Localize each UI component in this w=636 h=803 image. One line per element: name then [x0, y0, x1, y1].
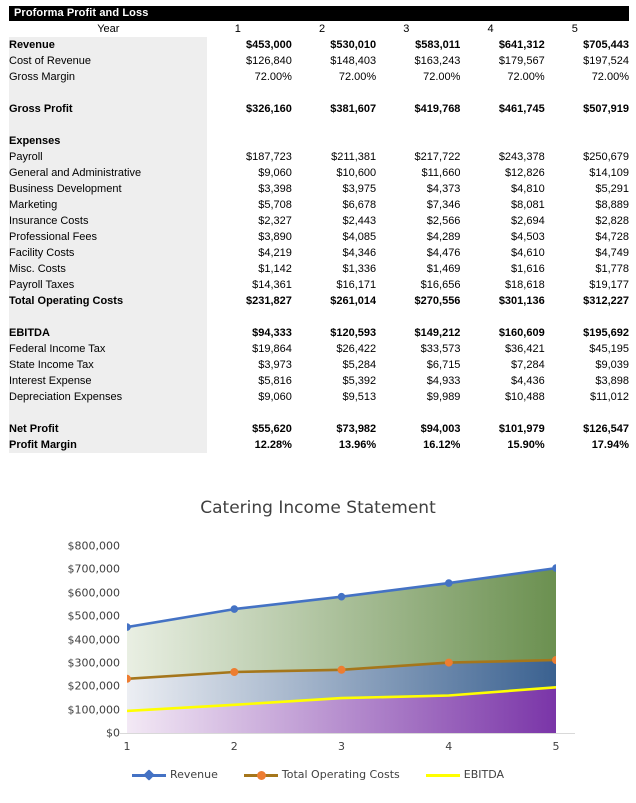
row-label: Misc. Costs [9, 263, 66, 275]
x-axis-tick-label: 1 [123, 740, 131, 753]
row-value: 72.00% [507, 71, 545, 83]
row-label: Gross Profit [9, 103, 73, 115]
row-value: $270,556 [414, 295, 461, 307]
row-value [545, 117, 629, 133]
row-value [376, 133, 460, 149]
series-marker [230, 668, 238, 676]
row-value: $301,136 [498, 295, 545, 307]
row-value: $16,171 [336, 279, 377, 291]
table-row [9, 229, 629, 245]
row-label: State Income Tax [9, 359, 94, 371]
row-value [545, 405, 629, 421]
table-row [9, 389, 629, 405]
row-value: $217,722 [414, 151, 461, 163]
row-value: $10,488 [504, 391, 545, 403]
x-axis-tick-label: 2 [230, 740, 238, 753]
table-row [9, 149, 629, 165]
row-value: $4,436 [511, 375, 545, 387]
row-value: $4,933 [426, 375, 461, 387]
x-axis-tick-label: 5 [552, 740, 560, 753]
table-row [9, 261, 629, 277]
row-value [292, 85, 376, 101]
row-value: $3,975 [342, 183, 377, 195]
row-value: $3,890 [258, 231, 292, 243]
row-value: $312,227 [583, 295, 629, 307]
row-value: $4,810 [511, 183, 545, 195]
row-label [9, 85, 208, 101]
table-row [9, 181, 629, 197]
row-value: $4,346 [342, 247, 377, 259]
table-row [9, 245, 629, 261]
row-value: $705,443 [583, 39, 629, 51]
legend-item[interactable] [132, 768, 218, 781]
table-row [9, 37, 629, 53]
row-value: $2,566 [426, 215, 461, 227]
row-value [376, 309, 460, 325]
row-label: Federal Income Tax [9, 343, 106, 355]
row-value: $4,219 [258, 247, 292, 259]
table-row [9, 293, 629, 309]
row-value: $11,660 [421, 167, 461, 179]
row-value [208, 405, 292, 421]
row-value: 13.96% [338, 439, 377, 451]
row-value: $19,864 [252, 343, 292, 355]
row-value: $1,142 [258, 263, 292, 275]
row-value: $4,503 [511, 231, 545, 243]
row-value: $126,547 [583, 423, 629, 435]
row-value [460, 133, 544, 149]
row-value: $530,010 [330, 39, 377, 51]
row-value: 72.00% [591, 71, 629, 83]
table-row [9, 357, 629, 373]
column-header-year-3: 3 [403, 23, 410, 35]
legend-label: EBITDA [463, 768, 505, 781]
series-marker [338, 666, 346, 674]
row-value: $195,692 [583, 327, 629, 339]
row-value: $6,715 [426, 359, 461, 371]
table-spacer-row [9, 85, 629, 101]
row-value: $4,373 [426, 183, 461, 195]
row-label: Professional Fees [9, 231, 98, 243]
row-value: 72.00% [423, 71, 461, 83]
pnl-rows [9, 21, 629, 453]
row-label: Gross Margin [9, 71, 76, 83]
row-value: $120,593 [330, 327, 377, 339]
row-value: $16,656 [420, 279, 461, 291]
row-value: $160,609 [498, 327, 545, 339]
table-spacer-row [9, 117, 629, 133]
row-value: $4,289 [426, 231, 461, 243]
row-value: $5,392 [342, 375, 377, 387]
row-value [545, 309, 629, 325]
row-value: $14,109 [589, 167, 629, 179]
row-label: Insurance Costs [9, 215, 89, 227]
row-value: $2,327 [258, 215, 292, 227]
y-axis-tick-label: $400,000 [67, 633, 120, 646]
row-value: $9,989 [426, 391, 461, 403]
row-value: $4,085 [342, 231, 377, 243]
y-axis-tick-label: $500,000 [67, 609, 120, 623]
row-label [9, 405, 208, 421]
table-row [9, 101, 629, 117]
catering-income-statement-chart [0, 490, 636, 798]
row-value: 16.12% [423, 439, 461, 451]
table-row [9, 325, 629, 341]
series-marker [445, 579, 453, 587]
table-row [9, 373, 629, 389]
row-value: $8,081 [511, 199, 545, 211]
table-grid [9, 21, 629, 453]
row-value [545, 85, 629, 101]
table-row [9, 165, 629, 181]
row-value [376, 85, 460, 101]
row-value [376, 117, 460, 133]
row-value: $2,443 [342, 215, 377, 227]
row-value: $149,212 [414, 327, 461, 339]
row-value [292, 309, 376, 325]
row-value [460, 85, 544, 101]
row-value: $126,840 [246, 55, 292, 67]
row-value: $148,403 [330, 55, 377, 67]
row-value: $507,919 [583, 103, 629, 115]
row-value: 12.28% [254, 439, 292, 451]
row-value [208, 133, 292, 149]
row-value: $94,003 [420, 423, 461, 435]
row-value: $163,243 [414, 55, 461, 67]
row-value: $3,973 [258, 359, 292, 371]
row-value: $419,768 [414, 103, 461, 115]
row-value: $1,778 [595, 263, 629, 275]
row-value: $243,378 [498, 151, 545, 163]
row-value: $4,610 [511, 247, 545, 259]
row-value: $211,381 [331, 151, 377, 163]
row-label: Payroll [9, 151, 43, 163]
row-value: $3,898 [595, 375, 629, 387]
row-value: $5,291 [595, 183, 629, 195]
row-value: $11,012 [590, 391, 629, 403]
row-value: $4,749 [595, 247, 629, 259]
legend-marker-icon [132, 769, 166, 781]
row-value: $33,573 [420, 343, 461, 355]
row-value: $18,618 [504, 279, 545, 291]
table-row [9, 197, 629, 213]
header-year-label: Year [97, 23, 120, 35]
chart-x-axis-line [120, 733, 575, 734]
table-spacer-row [9, 405, 629, 421]
chart-legend [0, 768, 636, 781]
legend-marker-icon [244, 769, 278, 781]
legend-label: Total Operating Costs [281, 768, 400, 781]
row-value: $583,011 [415, 39, 461, 51]
row-value: $3,398 [258, 183, 292, 195]
row-label [9, 309, 208, 325]
series-marker [445, 659, 453, 667]
legend-label: Revenue [169, 768, 218, 781]
row-value: $1,336 [342, 263, 377, 275]
row-value [208, 117, 292, 133]
column-header-year-2: 2 [318, 23, 326, 35]
row-value: $26,422 [336, 343, 377, 355]
row-label: Cost of Revenue [9, 55, 91, 67]
column-header-year-1: 1 [234, 23, 241, 35]
row-value [460, 117, 544, 133]
series-marker [231, 605, 239, 613]
row-value: $7,346 [426, 199, 461, 211]
row-value [208, 85, 292, 101]
row-value: $453,000 [246, 39, 292, 51]
x-axis-tick-label: 4 [445, 740, 453, 753]
row-value: 17.94% [591, 439, 629, 451]
row-label: Profit Margin [9, 439, 77, 451]
row-value: $197,524 [583, 55, 629, 67]
row-value: $2,828 [595, 215, 629, 227]
row-value: $326,160 [246, 103, 292, 115]
row-value: $14,361 [252, 279, 292, 291]
column-header-year-5: 5 [571, 23, 578, 35]
row-label: Facility Costs [9, 247, 75, 259]
row-value: $4,476 [426, 247, 461, 259]
table-title: Proforma Profit and Loss [9, 6, 629, 21]
row-value: $2,694 [511, 215, 545, 227]
y-axis-tick-label: $700,000 [67, 562, 120, 576]
table-row [9, 133, 629, 149]
row-label: EBITDA [9, 327, 50, 339]
row-value [460, 405, 544, 421]
row-value [376, 405, 460, 421]
row-value [292, 405, 376, 421]
row-value: $5,708 [258, 199, 292, 211]
row-label: Interest Expense [9, 375, 92, 387]
row-value: $101,979 [498, 423, 545, 435]
row-value: $9,060 [258, 167, 292, 179]
chart-x-axis [0, 740, 636, 760]
row-value: $19,177 [589, 279, 629, 291]
row-value: $179,567 [498, 55, 545, 67]
row-label: Payroll Taxes [9, 279, 75, 291]
y-axis-tick-label: $800,000 [67, 539, 120, 553]
x-axis-tick-label: 3 [338, 740, 345, 753]
row-value: $1,616 [511, 263, 545, 275]
row-value: $94,333 [252, 327, 292, 339]
table-row [9, 437, 629, 453]
row-value: $73,982 [336, 423, 377, 435]
row-label: Total Operating Costs [9, 295, 124, 307]
row-value [292, 133, 376, 149]
row-label [9, 117, 208, 133]
row-value: $381,607 [330, 103, 377, 115]
y-axis-tick-label: $600,000 [67, 586, 120, 600]
row-value: $45,195 [589, 343, 629, 355]
y-axis-tick-label: $0 [106, 726, 120, 740]
table-row [9, 53, 629, 69]
row-value: $187,723 [246, 151, 292, 163]
row-value: $231,827 [246, 295, 292, 307]
table-row [9, 341, 629, 357]
row-label: Net Profit [9, 423, 59, 435]
table-row [9, 277, 629, 293]
row-label: Expenses [9, 135, 61, 147]
row-label: Marketing [9, 199, 58, 211]
row-value: 72.00% [254, 71, 292, 83]
row-value: $1,469 [426, 263, 461, 275]
table-spacer-row [9, 309, 629, 325]
row-value: $9,513 [342, 391, 377, 403]
legend-marker-icon [426, 769, 460, 781]
chart-title: Catering Income Statement [200, 498, 436, 518]
column-header-year-4: 4 [487, 23, 494, 35]
table-header-row [9, 21, 629, 37]
row-label: Depreciation Expenses [9, 391, 123, 403]
table-row [9, 69, 629, 85]
row-value: $55,620 [252, 423, 292, 435]
row-value: 15.90% [507, 439, 545, 451]
row-value: 72.00% [338, 71, 377, 83]
row-value: $12,826 [504, 167, 545, 179]
row-value: $9,060 [258, 391, 292, 403]
row-label: General and Administrative [9, 167, 142, 179]
row-value: $4,728 [595, 231, 629, 243]
y-axis-tick-label: $300,000 [67, 656, 120, 670]
row-value: $5,816 [258, 375, 292, 387]
row-value: $36,421 [504, 343, 545, 355]
y-axis-tick-label: $100,000 [67, 703, 120, 717]
legend-item[interactable] [426, 768, 504, 781]
row-value: $7,284 [511, 359, 545, 371]
row-value: $8,889 [595, 199, 629, 211]
legend-item[interactable] [244, 768, 400, 781]
row-value: $641,312 [498, 39, 545, 51]
series-marker [338, 593, 346, 601]
row-value [545, 133, 629, 149]
table-row [9, 213, 629, 229]
proforma-profit-and-loss-table [9, 6, 629, 453]
row-value [460, 309, 544, 325]
row-value: $5,284 [342, 359, 377, 371]
row-label: Business Development [9, 183, 122, 195]
table-row [9, 421, 629, 437]
row-value: $9,039 [595, 359, 629, 371]
row-value: $10,600 [336, 167, 377, 179]
row-value: $250,679 [583, 151, 629, 163]
row-value: $6,678 [342, 199, 377, 211]
y-axis-tick-label: $200,000 [67, 679, 120, 693]
row-value: $461,745 [498, 103, 545, 115]
row-label: Revenue [9, 39, 55, 51]
row-value: $261,014 [330, 295, 377, 307]
row-value [208, 309, 292, 325]
row-value [292, 117, 376, 133]
